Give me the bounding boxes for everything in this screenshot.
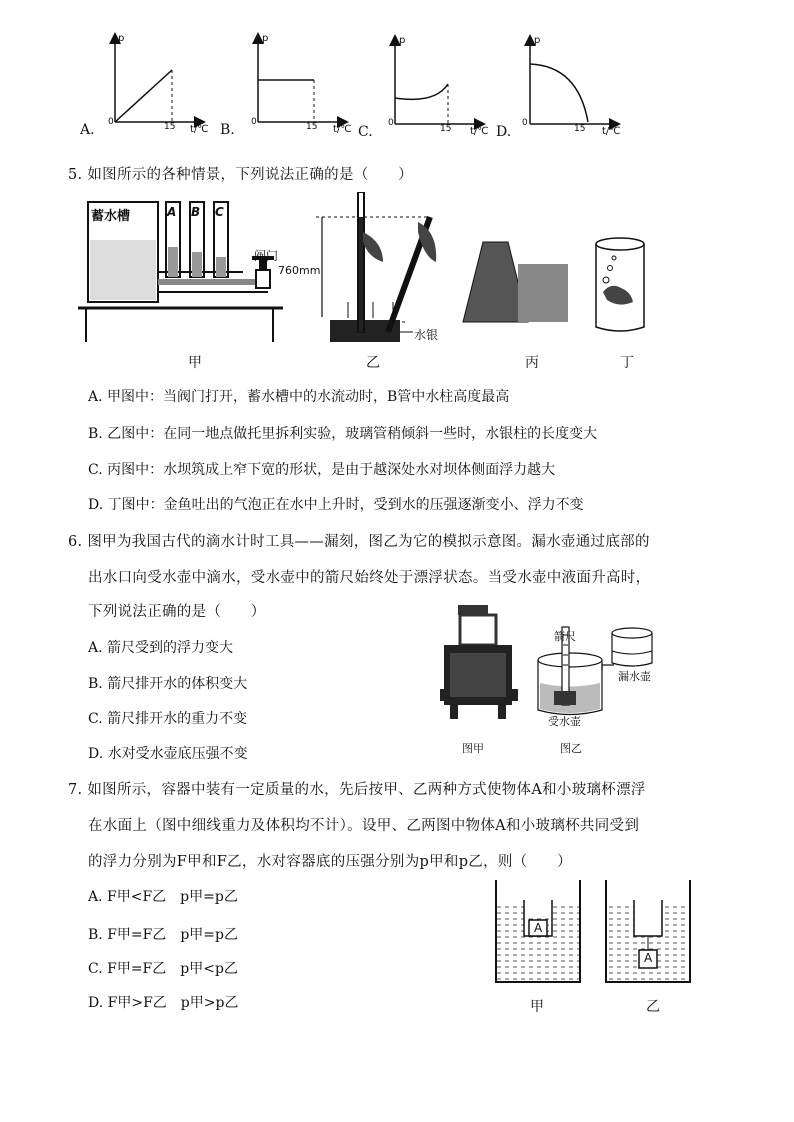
graph-d-origin: 0	[522, 118, 528, 128]
graph-b-tick: 15	[306, 122, 318, 132]
q7-option-b: B. F甲=F乙 p甲=p乙	[88, 927, 239, 943]
fig-arrow-label: 箭尺	[554, 630, 576, 643]
fig-jia-tube-a: A	[167, 205, 177, 219]
q5-option-b: B. 乙图中：在同一地点做托里拆利实验，玻璃管稍倾斜一些时，水银柱的长度变大	[88, 426, 598, 442]
graph-c-option: C.	[358, 124, 373, 140]
q7-option-c: C. F甲=F乙 p甲<p乙	[88, 961, 238, 977]
fig-jia-tank-label: 蓄水槽	[91, 209, 131, 224]
q5-option-a: A. 甲图中：当阀门打开，蓄水槽中的水流动时，B管中水柱高度最高	[88, 389, 510, 405]
q6-option-a: A. 箭尺受到的浮力变大	[88, 640, 234, 656]
graph-c-origin: 0	[388, 118, 394, 128]
q6-option-d: D. 水对受水壶底压强不变	[88, 746, 248, 762]
fig-yi-torricelli	[316, 192, 439, 342]
q6-stem-line-3: 下列说法正确的是（ ）	[88, 604, 266, 620]
q6-stem-line-2: 出水口向受水壶中滴水，受水壶中的箭尺始终处于漂浮状态。当受水壶中液面升高时，	[88, 570, 651, 586]
fig-yi-caption: 乙	[366, 355, 380, 371]
graph-d-y-label: p	[534, 35, 541, 46]
fig-clepsydra-photo	[440, 605, 518, 719]
fig-yi-mercury-label: 水银	[414, 328, 439, 342]
graph-a-origin: 0	[108, 117, 114, 127]
graph-a	[115, 38, 200, 122]
fig-recv-pot-label: 受水壶	[548, 715, 581, 728]
fig-bing-dam	[463, 242, 568, 322]
fig-jia-tube-c: C	[215, 205, 224, 219]
fig-leak-pot-label: 漏水壶	[618, 670, 651, 683]
graph-c	[395, 40, 480, 124]
fig-q7-cap-b: 乙	[646, 999, 660, 1015]
graph-d-x-label: t/℃	[602, 126, 621, 137]
fig-cap-b: 图乙	[560, 742, 582, 755]
q6-option-b: B. 箭尺排开水的体积变大	[88, 676, 248, 692]
graph-d-option: D.	[496, 124, 512, 140]
graph-a-tick: 15	[164, 122, 176, 132]
graph-d	[530, 40, 615, 124]
graph-d-tick: 15	[574, 124, 586, 134]
graph-c-y-label: p	[399, 35, 406, 46]
fig-ding-fishbowl	[596, 238, 644, 331]
q7-stem-line-3: 的浮力分别为F甲和F乙，水对容器底的压强分别为p甲和p乙，则（ ）	[88, 854, 572, 870]
graph-a-option: A.	[80, 122, 95, 138]
q7-stem-line-1: 7. 如图所示，容器中装有一定质量的水，先后按甲、乙两种方式使物体A和小玻璃杯漂浮	[68, 782, 646, 798]
fig-q7-yi	[606, 880, 690, 982]
graph-a-y-label: p	[118, 33, 125, 44]
fig-q7-yi-block: A	[644, 951, 653, 965]
fig-cap-a: 图甲	[462, 742, 484, 755]
fig-yi-height-label: 760mm	[278, 264, 321, 277]
q7-stem-line-2: 在水面上（图中细线重力及体积均不计）。设甲、乙两图中物体A和小玻璃杯共同受到	[88, 818, 640, 834]
fig-jia-caption: 甲	[188, 355, 202, 371]
graph-a-x-label: t/℃	[190, 124, 209, 135]
graph-b-option: B.	[220, 122, 235, 138]
graph-b-x-label: t/℃	[333, 124, 352, 135]
q7-option-d: D. F甲>F乙 p甲>p乙	[88, 995, 239, 1011]
fig-jia-tube-b: B	[191, 205, 201, 219]
fig-q7-cap-a: 甲	[530, 999, 544, 1015]
graph-b-origin: 0	[251, 117, 257, 127]
q5-option-d: D. 丁图中：金鱼吐出的气泡正在水中上升时，受到水的压强逐渐变小、浮力不变	[88, 497, 584, 513]
q7-option-a: A. F甲<F乙 p甲=p乙	[88, 889, 238, 905]
graph-b-y-label: p	[262, 33, 269, 44]
graph-b	[258, 38, 343, 122]
q6-stem-line-1: 6. 图甲为我国古代的滴水计时工具——漏刻，图乙为它的模拟示意图。漏水壶通过底部的	[68, 534, 650, 550]
graph-c-x-label: t/℃	[470, 126, 489, 137]
fig-bing-caption: 丙	[525, 355, 539, 371]
graph-c-tick: 15	[440, 124, 452, 134]
fig-q7-jia-block: A	[534, 921, 543, 935]
q5-stem: 5. 如图所示的各种情景，下列说法正确的是（ ）	[68, 167, 413, 183]
q5-option-c: C. 丙图中：水坝筑成上窄下宽的形状，是由于越深处水对坝体侧面浮力越大	[88, 462, 556, 478]
q6-option-c: C. 箭尺排开水的重力不变	[88, 711, 248, 727]
fig-ding-caption: 丁	[620, 355, 634, 371]
fig-jia-valve-label: 阀门	[254, 249, 279, 263]
q7-figures	[488, 880, 698, 990]
